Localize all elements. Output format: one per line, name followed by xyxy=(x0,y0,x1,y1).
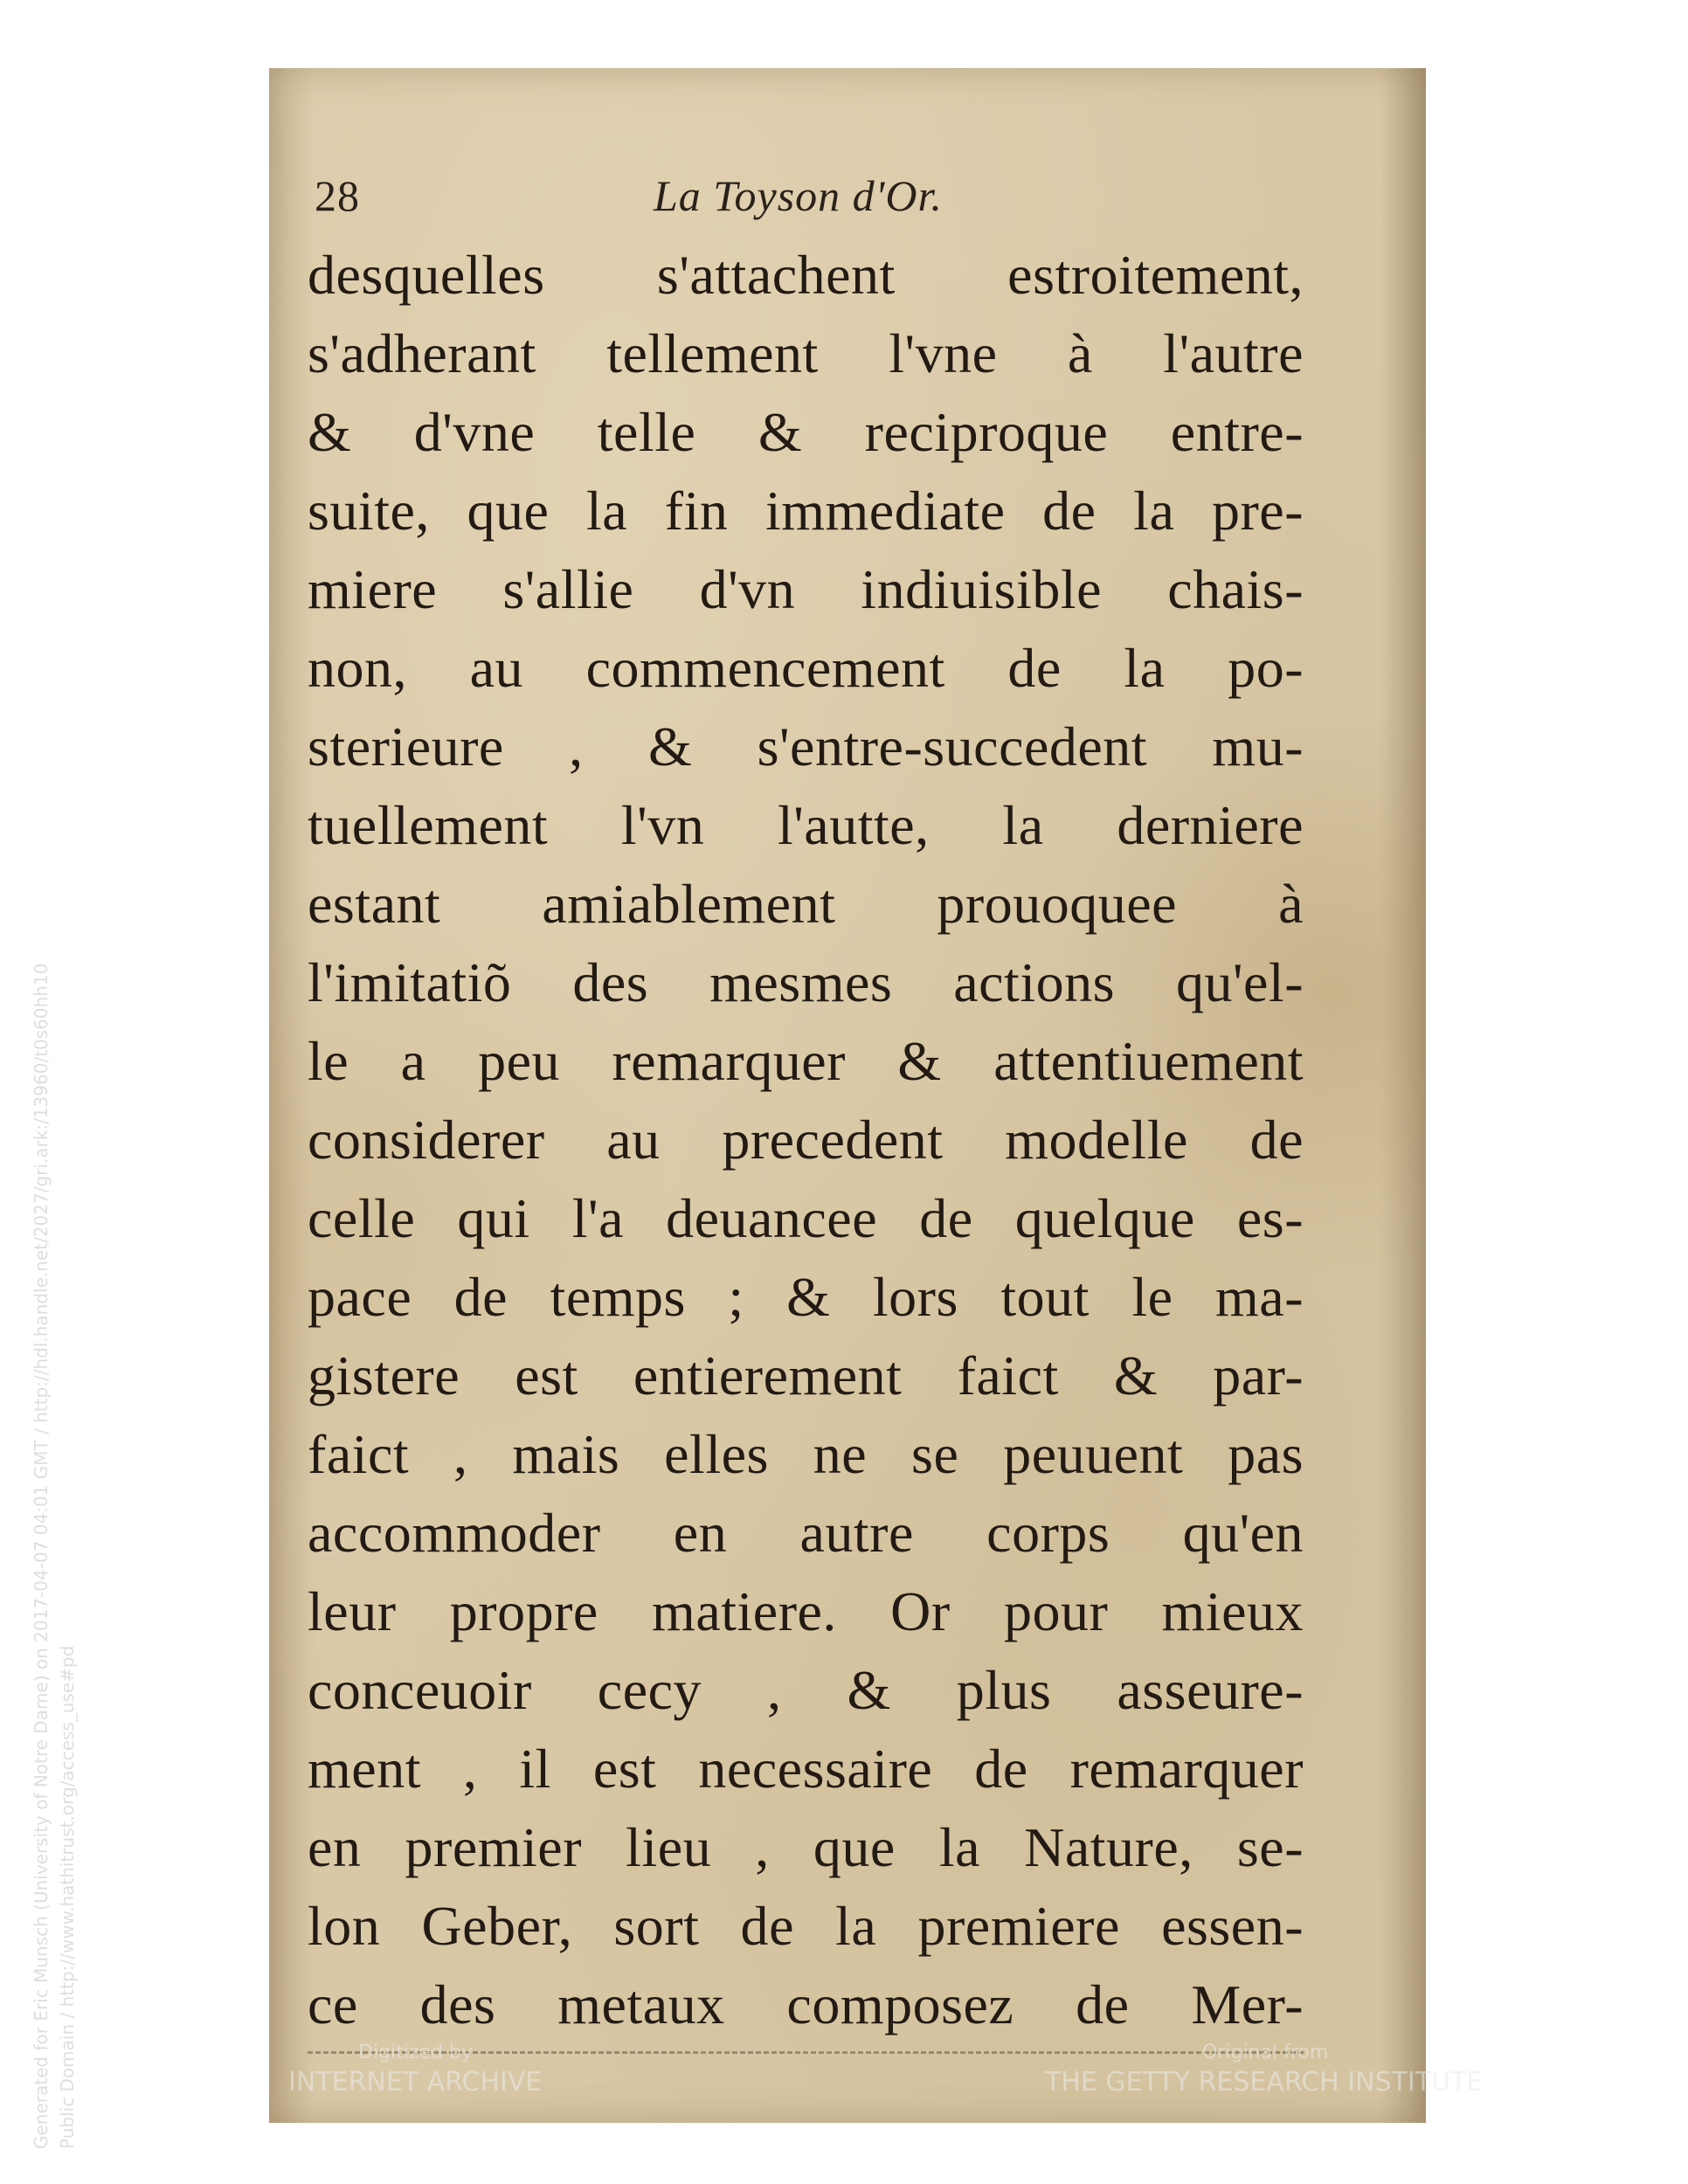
text-line: accommoder en autre corps qu'en xyxy=(308,1502,1304,1564)
credit-internet-archive: INTERNET ARCHIVE xyxy=(288,2067,543,2098)
text-line: sterieure , & s'entre-succedent mu- xyxy=(308,715,1304,778)
text-line: faict , mais elles ne se peuuent pas xyxy=(308,1423,1304,1485)
digitized-by-credit xyxy=(288,2041,542,2100)
credit-getty-research-institute: THE GETTY RESEARCH INSTITUTE xyxy=(1045,2067,1484,2098)
text-line: le a peu remarquer & attentiuement xyxy=(308,1030,1304,1092)
credit-digitized-by-label: Digitized by xyxy=(358,2042,473,2063)
text-line: pace de temps ; & lors tout le ma- xyxy=(308,1266,1304,1328)
text-line: conceuoir cecy , & plus asseure- xyxy=(308,1659,1304,1721)
page-number: 28 xyxy=(315,171,360,220)
watermark-public-domain-line: Public Domain / http://www.hathitrust.org/access_use#pd xyxy=(57,1645,78,2149)
original-from-credit xyxy=(1045,2041,1483,2100)
text-line: l'imitatiõ des mesmes actions qu'el- xyxy=(308,951,1304,1013)
text-line: tuellement l'vn l'autte, la derniere xyxy=(308,794,1304,856)
page-body-text xyxy=(308,236,1304,2044)
text-line: & d'vne telle & reciproque entre- xyxy=(308,401,1304,463)
credit-original-from-label: Original from xyxy=(1202,2042,1329,2063)
text-line: considerer au precedent modelle de xyxy=(308,1109,1304,1171)
text-line: estant amiablement prouoquee à xyxy=(308,873,1304,935)
text-line: miere s'allie d'vn indiuisible chais- xyxy=(308,558,1304,620)
text-line: leur propre matiere. Or pour mieux xyxy=(308,1580,1304,1642)
text-line: lon Geber, sort de la premiere essen- xyxy=(308,1895,1304,1957)
text-line: s'adherant tellement l'vne à l'autre xyxy=(308,322,1304,384)
text-line: ment , il est necessaire de remarquer xyxy=(308,1738,1304,1800)
text-line: non, au commencement de la po- xyxy=(308,637,1304,699)
text-line: en premier lieu , que la Nature, se- xyxy=(308,1816,1304,1878)
text-line: desquelles s'attachent estroitement, xyxy=(308,244,1304,306)
watermark-generated-line: Generated for Eric Munsch (University of Notre Dame) on 2017-04-07 04:01 GMT / http://hdl.handle.net/2027/gri.ark:/13960/t0s60hh10 xyxy=(31,963,52,2149)
hathitrust-watermark xyxy=(28,964,80,2149)
running-title: La Toyson d'Or. xyxy=(654,171,943,220)
text-line: suite, que la fin immediate de la pre- xyxy=(308,480,1304,542)
running-head xyxy=(315,170,1013,232)
text-line: celle qui l'a deuancee de quelque es- xyxy=(308,1187,1304,1249)
text-line: gistere est entierement faict & par- xyxy=(308,1344,1304,1406)
text-line: ce des metaux composez de Mer- xyxy=(308,1973,1304,2035)
